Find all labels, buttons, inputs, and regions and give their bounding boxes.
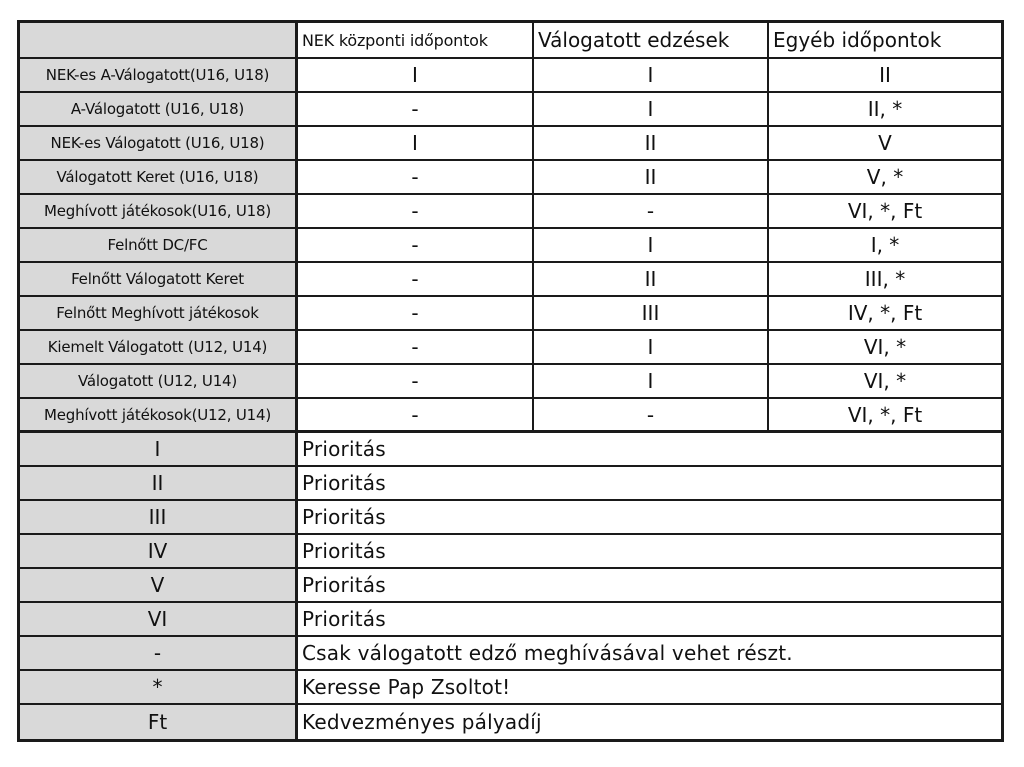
table-row: [20, 93, 1001, 127]
legend-row: [20, 603, 1001, 637]
nek-value: -: [298, 161, 534, 193]
header-nek-kozponti: NEK központi időpontok: [298, 23, 534, 57]
nek-value: -: [298, 195, 534, 227]
nek-value: -: [298, 399, 534, 430]
egyeb-value: VI, *, Ft: [847, 402, 923, 427]
row-label: Felnőtt Válogatott Keret: [20, 263, 298, 295]
valogatott-value: II: [534, 263, 769, 295]
egyeb-value: I, *: [870, 233, 900, 257]
egyeb-value: III, *: [864, 267, 906, 291]
nek-value: -: [298, 365, 534, 397]
valogatott-value: I: [534, 365, 769, 397]
egyeb-value: IV, *, Ft: [847, 301, 923, 325]
table-header-row: [20, 23, 1001, 59]
table-row: [20, 263, 1001, 297]
priority-table: [17, 20, 1004, 742]
legend-symbol: V: [20, 569, 298, 601]
legend-symbol: I: [20, 433, 298, 465]
legend-symbol: IV: [20, 535, 298, 567]
nek-value: -: [298, 93, 534, 125]
valogatott-value: I: [534, 331, 769, 363]
row-label: Meghívott játékosok(U16, U18): [20, 195, 298, 227]
table-row: [20, 297, 1001, 331]
legend-description: Prioritás: [302, 539, 386, 563]
legend-description: Csak válogatott edző meghívásával vehet részt.: [302, 641, 793, 665]
egyeb-value: II, *: [867, 97, 903, 121]
legend-description: Prioritás: [302, 607, 386, 631]
valogatott-value: I: [534, 93, 769, 125]
row-label: Kiemelt Válogatott (U12, U14): [20, 331, 298, 363]
legend-description: Prioritás: [302, 471, 386, 495]
table-row: [20, 399, 1001, 433]
egyeb-value: VI, *: [863, 369, 907, 393]
table-row: [20, 365, 1001, 399]
row-label: Válogatott (U12, U14): [20, 365, 298, 397]
legend-row: [20, 637, 1001, 671]
nek-value: -: [298, 297, 534, 329]
valogatott-value: I: [534, 229, 769, 261]
legend-description: Prioritás: [302, 437, 386, 461]
egyeb-value: VI, *, Ft: [847, 199, 923, 223]
egyeb-value: V: [878, 131, 892, 155]
legend-row: [20, 501, 1001, 535]
table-row: [20, 229, 1001, 263]
valogatott-value: -: [534, 399, 769, 430]
row-label: Felnőtt DC/FC: [20, 229, 298, 261]
legend-row: [20, 705, 1001, 739]
valogatott-value: II: [534, 127, 769, 159]
legend-symbol: II: [20, 467, 298, 499]
header-corner-cell: [20, 23, 298, 57]
legend-row: [20, 569, 1001, 603]
table-row: [20, 161, 1001, 195]
row-label: Meghívott játékosok(U12, U14): [20, 399, 298, 430]
legend-symbol: *: [20, 671, 298, 703]
legend-description: Keresse Pap Zsoltot!: [302, 675, 511, 699]
nek-value: -: [298, 263, 534, 295]
nek-value: -: [298, 229, 534, 261]
table-row: [20, 195, 1001, 229]
header-egyeb-idopontok: Egyéb időpontok: [773, 28, 942, 52]
egyeb-value: II: [879, 63, 891, 87]
nek-value: -: [298, 331, 534, 363]
table-row: [20, 59, 1001, 93]
row-label: NEK-es Válogatott (U16, U18): [20, 127, 298, 159]
valogatott-value: II: [534, 161, 769, 193]
row-label: Felnőtt Meghívott játékosok: [20, 297, 298, 329]
row-label: Válogatott Keret (U16, U18): [20, 161, 298, 193]
table-row: [20, 331, 1001, 365]
legend-symbol: -: [20, 637, 298, 669]
legend-symbol: VI: [20, 603, 298, 635]
egyeb-value: VI, *: [863, 335, 907, 359]
legend-description: Kedvezményes pályadíj: [302, 710, 542, 734]
nek-value: I: [298, 59, 534, 91]
legend-description: Prioritás: [302, 505, 386, 529]
legend-symbol: III: [20, 501, 298, 533]
legend-row: [20, 467, 1001, 501]
table-row: [20, 127, 1001, 161]
legend-symbol: Ft: [20, 705, 298, 739]
valogatott-value: -: [534, 195, 769, 227]
legend-row: [20, 433, 1001, 467]
legend-description: Prioritás: [302, 573, 386, 597]
header-valogatott-edzesek: Válogatott edzések: [534, 23, 769, 57]
nek-value: I: [298, 127, 534, 159]
row-label: A-Válogatott (U16, U18): [20, 93, 298, 125]
egyeb-value: V, *: [866, 165, 904, 189]
row-label: NEK-es A-Válogatott(U16, U18): [20, 59, 298, 91]
valogatott-value: III: [534, 297, 769, 329]
legend-row: [20, 671, 1001, 705]
legend-row: [20, 535, 1001, 569]
valogatott-value: I: [534, 59, 769, 91]
